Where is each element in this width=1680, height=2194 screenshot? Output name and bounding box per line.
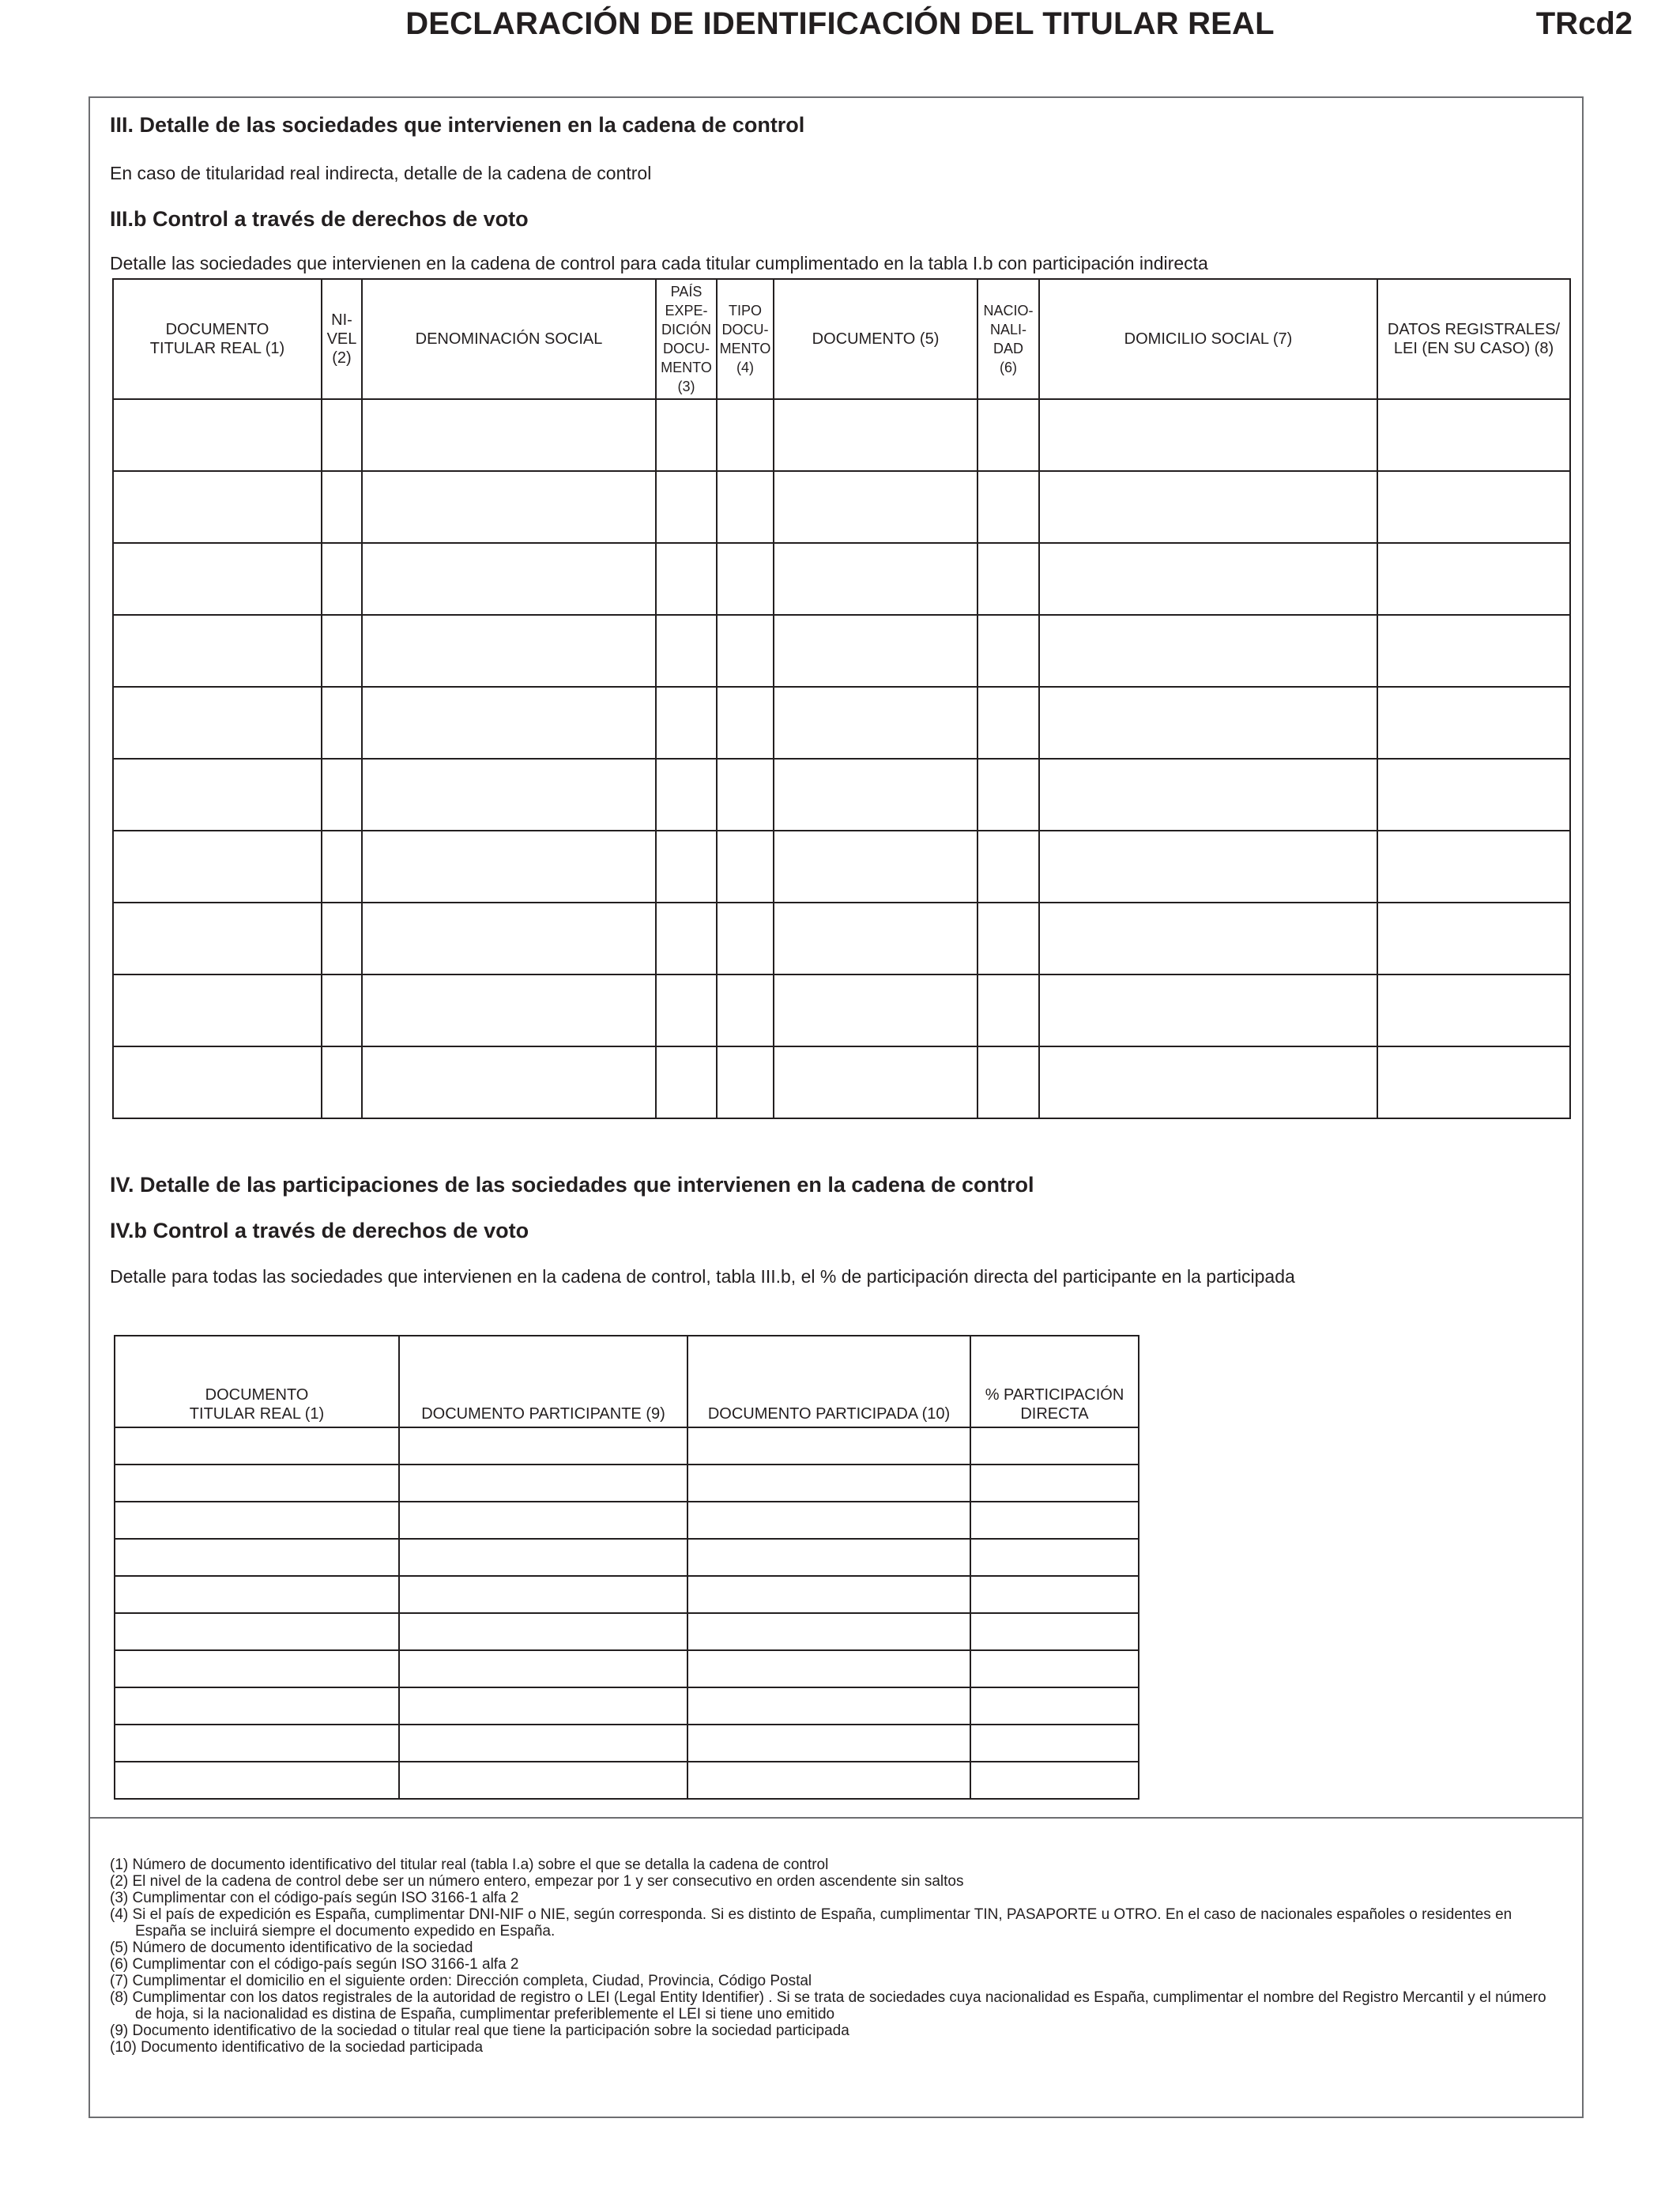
control-chain-input-cell[interactable] [774, 759, 977, 831]
control-chain-input-cell[interactable] [656, 543, 717, 615]
control-chain-input-cell[interactable] [774, 615, 977, 687]
participation-input-cell[interactable] [399, 1725, 687, 1762]
control-chain-input-cell[interactable] [113, 759, 322, 831]
control-chain-input-cell[interactable] [717, 903, 774, 974]
participation-input-cell[interactable] [970, 1687, 1139, 1725]
control-chain-input-cell[interactable] [1039, 1046, 1377, 1118]
control-chain-input-cell[interactable] [362, 615, 656, 687]
col-header-nacionalidad [977, 279, 1039, 399]
control-chain-input-cell[interactable] [774, 543, 977, 615]
col-header-documento-titular [113, 279, 322, 399]
participation-input-cell[interactable] [970, 1502, 1139, 1539]
control-chain-input-cell[interactable] [1039, 399, 1377, 471]
participation-input-cell[interactable] [115, 1576, 399, 1613]
participation-input-cell[interactable] [687, 1762, 970, 1799]
col-header-label: TIPO DOCU- MENTO (4) [719, 303, 771, 375]
participation-table [114, 1335, 1139, 1800]
col-header-label: NACIO- NALI- DAD (6) [983, 303, 1034, 375]
control-chain-input-cell[interactable] [774, 1046, 977, 1118]
control-chain-input-cell[interactable] [362, 687, 656, 759]
table-row [115, 1539, 1139, 1576]
control-chain-input-cell[interactable] [322, 687, 362, 759]
participation-input-cell[interactable] [687, 1687, 970, 1725]
table-row [113, 615, 1570, 687]
control-chain-input-cell[interactable] [717, 687, 774, 759]
participation-header-row [115, 1336, 1139, 1427]
control-chain-input-cell[interactable] [774, 903, 977, 974]
table-row [113, 399, 1570, 471]
table-row [115, 1576, 1139, 1613]
participation-input-cell[interactable] [970, 1650, 1139, 1687]
form-code: TRcd2 [1535, 6, 1633, 41]
control-chain-input-cell[interactable] [362, 1046, 656, 1118]
col-header-nivel [322, 279, 362, 399]
control-chain-input-cell[interactable] [322, 471, 362, 543]
table-row [113, 1046, 1570, 1118]
participation-input-cell[interactable] [970, 1539, 1139, 1576]
participation-input-cell[interactable] [399, 1762, 687, 1799]
control-chain-input-cell[interactable] [322, 903, 362, 974]
col-header-label: DOCUMENTO TITULAR REAL (1) [149, 321, 285, 357]
participation-input-cell[interactable] [115, 1613, 399, 1650]
control-chain-input-cell[interactable] [717, 399, 774, 471]
page-title: DECLARACIÓN DE IDENTIFICACIÓN DEL TITULAR REAL [405, 6, 1275, 41]
participation-input-cell[interactable] [687, 1576, 970, 1613]
footnote-item: (9) Documento identificativo de la sociedad o titular real que tiene la participación sobre la sociedad participada [110, 2022, 849, 2039]
participation-input-cell[interactable] [115, 1650, 399, 1687]
control-chain-input-cell[interactable] [1039, 831, 1377, 903]
table-row [115, 1502, 1139, 1539]
control-chain-input-cell[interactable] [717, 759, 774, 831]
col-header-label: NI- VEL (2) [326, 311, 357, 367]
participation-input-cell[interactable] [115, 1725, 399, 1762]
participation-input-cell[interactable] [399, 1427, 687, 1465]
table-row [115, 1687, 1139, 1725]
control-chain-input-cell[interactable] [977, 1046, 1039, 1118]
participation-input-cell[interactable] [399, 1576, 687, 1613]
control-chain-input-cell[interactable] [717, 543, 774, 615]
participation-input-cell[interactable] [687, 1539, 970, 1576]
control-chain-input-cell[interactable] [1377, 759, 1570, 831]
section-3b-instruction: Detalle las sociedades que intervienen en la cadena de control para cada titular cumplimentado en la tabla I.b con participación indirecta [110, 253, 1208, 273]
participation-input-cell[interactable] [115, 1762, 399, 1799]
control-chain-input-cell[interactable] [1377, 471, 1570, 543]
table-row [115, 1762, 1139, 1799]
footnote-item: (4) Si el país de expedición es España, cumplimentar DNI-NIF o NIE, según corresponda. Si es distinto de España, cumplimentar TIN, PASAPORTE u OTRO. En el caso de nacionales españoles o residentes en España se incluirá siempre el documento expedido en España. [110, 1906, 1512, 1940]
control-chain-input-cell[interactable] [977, 974, 1039, 1046]
control-chain-input-cell[interactable] [362, 831, 656, 903]
participation-input-cell[interactable] [687, 1427, 970, 1465]
control-chain-input-cell[interactable] [113, 903, 322, 974]
control-chain-input-cell[interactable] [656, 903, 717, 974]
table-row [113, 543, 1570, 615]
participation-input-cell[interactable] [970, 1725, 1139, 1762]
col-header-datos-registrales [1377, 279, 1570, 399]
control-chain-input-cell[interactable] [362, 974, 656, 1046]
table-row [113, 974, 1570, 1046]
control-chain-input-cell[interactable] [1377, 543, 1570, 615]
participation-input-cell[interactable] [115, 1502, 399, 1539]
section-3b-title: III.b Control a través de derechos de voto [110, 207, 529, 231]
control-chain-input-cell[interactable] [656, 831, 717, 903]
participation-input-cell[interactable] [970, 1465, 1139, 1502]
control-chain-input-cell[interactable] [656, 471, 717, 543]
col-header-participacion-directa [970, 1336, 1139, 1427]
col-header-domicilio-social [1039, 279, 1377, 399]
control-chain-input-cell[interactable] [774, 471, 977, 543]
participation-input-cell[interactable] [970, 1427, 1139, 1465]
control-chain-input-cell[interactable] [362, 543, 656, 615]
control-chain-input-cell[interactable] [322, 543, 362, 615]
participation-input-cell[interactable] [970, 1613, 1139, 1650]
participation-input-cell[interactable] [399, 1465, 687, 1502]
participation-input-cell[interactable] [687, 1465, 970, 1502]
control-chain-input-cell[interactable] [977, 831, 1039, 903]
control-chain-input-cell[interactable] [113, 1046, 322, 1118]
footnote-item: (5) Número de documento identificativo de la sociedad [110, 1940, 473, 1956]
col-header-denominacion-social [362, 279, 656, 399]
footnote-item: (8) Cumplimentar con los datos registrales de la autoridad de registro o LEI (Legal Entity Identifier) . Si se trata de sociedades cuya nacionalidad es España, cumplimentar el nombre del Registro Mercantil y el número de hoja, si la nacionalidad es distina de España, cumplimentar preferiblemente el LEI si tiene uno emitido [110, 1989, 1546, 2022]
table-row [115, 1650, 1139, 1687]
footnote-item: (3) Cumplimentar con el código-país según ISO 3166-1 alfa 2 [110, 1890, 519, 1906]
col-header-documento-participada [687, 1336, 970, 1427]
col-header-tipo-documento [717, 279, 774, 399]
col-header-label: DOCUMENTO PARTICIPADA (10) [707, 1405, 951, 1423]
participation-input-cell[interactable] [399, 1539, 687, 1576]
footnote-item: (6) Cumplimentar con el código-país según ISO 3166-1 alfa 2 [110, 1956, 519, 1973]
control-chain-input-cell[interactable] [1039, 687, 1377, 759]
control-chain-input-cell[interactable] [656, 399, 717, 471]
participation-input-cell[interactable] [115, 1687, 399, 1725]
control-chain-input-cell[interactable] [113, 471, 322, 543]
participation-input-cell[interactable] [687, 1502, 970, 1539]
col-header-label: % PARTICIPACIÓN DIRECTA [985, 1386, 1124, 1423]
table-row [113, 831, 1570, 903]
section-3-intro: En caso de titularidad real indirecta, detalle de la cadena de control [110, 163, 652, 183]
control-chain-input-cell[interactable] [113, 399, 322, 471]
control-chain-input-cell[interactable] [362, 471, 656, 543]
control-chain-input-cell[interactable] [113, 543, 322, 615]
control-chain-input-cell[interactable] [1377, 1046, 1570, 1118]
control-chain-input-cell[interactable] [977, 615, 1039, 687]
control-chain-input-cell[interactable] [1377, 974, 1570, 1046]
col-header-pais-expedicion [656, 279, 717, 399]
footnote-divider [90, 1817, 1582, 1819]
control-chain-input-cell[interactable] [717, 471, 774, 543]
table-row [113, 471, 1570, 543]
control-chain-input-cell[interactable] [977, 903, 1039, 974]
control-chain-input-cell[interactable] [977, 687, 1039, 759]
control-chain-input-cell[interactable] [1039, 974, 1377, 1046]
control-chain-input-cell[interactable] [322, 399, 362, 471]
control-chain-input-cell[interactable] [322, 974, 362, 1046]
footnote-item: (1) Número de documento identificativo del titular real (tabla I.a) sobre el que se detalla la cadena de control [110, 1857, 829, 1873]
section-3-title: III. Detalle de las sociedades que intervienen en la cadena de control [110, 113, 805, 137]
control-chain-input-cell[interactable] [717, 1046, 774, 1118]
footnote-item: (2) El nivel de la cadena de control debe ser un número entero, empezar por 1 y ser consecutivo en orden ascendente sin saltos [110, 1873, 964, 1890]
control-chain-header-row [113, 279, 1570, 399]
participation-input-cell[interactable] [399, 1687, 687, 1725]
participation-input-cell[interactable] [970, 1762, 1139, 1799]
control-chain-input-cell[interactable] [1377, 615, 1570, 687]
control-chain-input-cell[interactable] [1039, 759, 1377, 831]
control-chain-input-cell[interactable] [1377, 687, 1570, 759]
participation-input-cell[interactable] [115, 1465, 399, 1502]
control-chain-input-cell[interactable] [113, 687, 322, 759]
participation-input-cell[interactable] [687, 1650, 970, 1687]
control-chain-input-cell[interactable] [656, 615, 717, 687]
table-row [115, 1427, 1139, 1465]
control-chain-input-cell[interactable] [774, 831, 977, 903]
col-header-label: DENOMINACIÓN SOCIAL [415, 330, 603, 348]
control-chain-input-cell[interactable] [1039, 615, 1377, 687]
section-4-title: IV. Detalle de las participaciones de las sociedades que intervienen en la cadena de control [110, 1173, 1034, 1197]
table-row [115, 1613, 1139, 1650]
col-header-label: DOCUMENTO TITULAR REAL (1) [189, 1386, 325, 1423]
section-4b-instruction: Detalle para todas las sociedades que intervienen en la cadena de control, tabla III.b, el % de participación directa del participante en la participada [110, 1266, 1295, 1287]
control-chain-input-cell[interactable] [1377, 831, 1570, 903]
control-chain-input-cell[interactable] [322, 759, 362, 831]
col-header-documento-participante [399, 1336, 687, 1427]
control-chain-input-cell[interactable] [1039, 903, 1377, 974]
control-chain-input-cell[interactable] [774, 974, 977, 1046]
participation-input-cell[interactable] [115, 1539, 399, 1576]
col-header-label: DOMICILIO SOCIAL (7) [1124, 330, 1293, 348]
control-chain-input-cell[interactable] [113, 831, 322, 903]
participation-input-cell[interactable] [687, 1613, 970, 1650]
participation-input-cell[interactable] [687, 1725, 970, 1762]
col-header-label: DOCUMENTO PARTICIPANTE (9) [421, 1405, 665, 1423]
footnote-item: (7) Cumplimentar el domicilio en el siguiente orden: Dirección completa, Ciudad, Provincia, Código Postal [110, 1973, 812, 1989]
control-chain-input-cell[interactable] [322, 1046, 362, 1118]
control-chain-input-cell[interactable] [656, 974, 717, 1046]
control-chain-input-cell[interactable] [717, 974, 774, 1046]
col-header-documento-titular [115, 1336, 399, 1427]
control-chain-input-cell[interactable] [362, 903, 656, 974]
control-chain-input-cell[interactable] [717, 615, 774, 687]
col-header-documento [774, 279, 977, 399]
control-chain-input-cell[interactable] [977, 543, 1039, 615]
form-frame [89, 96, 1584, 2118]
control-chain-input-cell[interactable] [113, 974, 322, 1046]
control-chain-input-cell[interactable] [362, 759, 656, 831]
table-row [115, 1465, 1139, 1502]
control-chain-input-cell[interactable] [656, 1046, 717, 1118]
table-row [115, 1725, 1139, 1762]
col-header-label: DATOS REGISTRALES/ LEI (EN SU CASO) (8) [1387, 321, 1561, 357]
control-chain-input-cell[interactable] [362, 399, 656, 471]
footnotes [110, 1857, 1564, 2056]
control-chain-input-cell[interactable] [1377, 399, 1570, 471]
control-chain-input-cell[interactable] [717, 831, 774, 903]
participation-input-cell[interactable] [399, 1650, 687, 1687]
control-chain-table [112, 278, 1571, 1119]
participation-input-cell[interactable] [399, 1502, 687, 1539]
control-chain-input-cell[interactable] [322, 831, 362, 903]
control-chain-input-cell[interactable] [977, 471, 1039, 543]
participation-input-cell[interactable] [115, 1427, 399, 1465]
control-chain-input-cell[interactable] [322, 615, 362, 687]
control-chain-input-cell[interactable] [1039, 471, 1377, 543]
table-row [113, 687, 1570, 759]
control-chain-input-cell[interactable] [774, 399, 977, 471]
participation-input-cell[interactable] [970, 1576, 1139, 1613]
participation-input-cell[interactable] [399, 1613, 687, 1650]
control-chain-input-cell[interactable] [977, 399, 1039, 471]
control-chain-input-cell[interactable] [1039, 543, 1377, 615]
control-chain-input-cell[interactable] [1377, 903, 1570, 974]
footnote-item: (10) Documento identificativo de la sociedad participada [110, 2039, 484, 2056]
section-4b-title: IV.b Control a través de derechos de voto [110, 1219, 529, 1242]
control-chain-input-cell[interactable] [113, 615, 322, 687]
table-row [113, 903, 1570, 974]
control-chain-input-cell[interactable] [774, 687, 977, 759]
table-row [113, 759, 1570, 831]
control-chain-input-cell[interactable] [656, 687, 717, 759]
col-header-label: PAÍS EXPE- DICIÓN DOCU- MENTO (3) [661, 284, 712, 394]
col-header-label: DOCUMENTO (5) [812, 330, 940, 348]
control-chain-input-cell[interactable] [977, 759, 1039, 831]
control-chain-input-cell[interactable] [656, 759, 717, 831]
